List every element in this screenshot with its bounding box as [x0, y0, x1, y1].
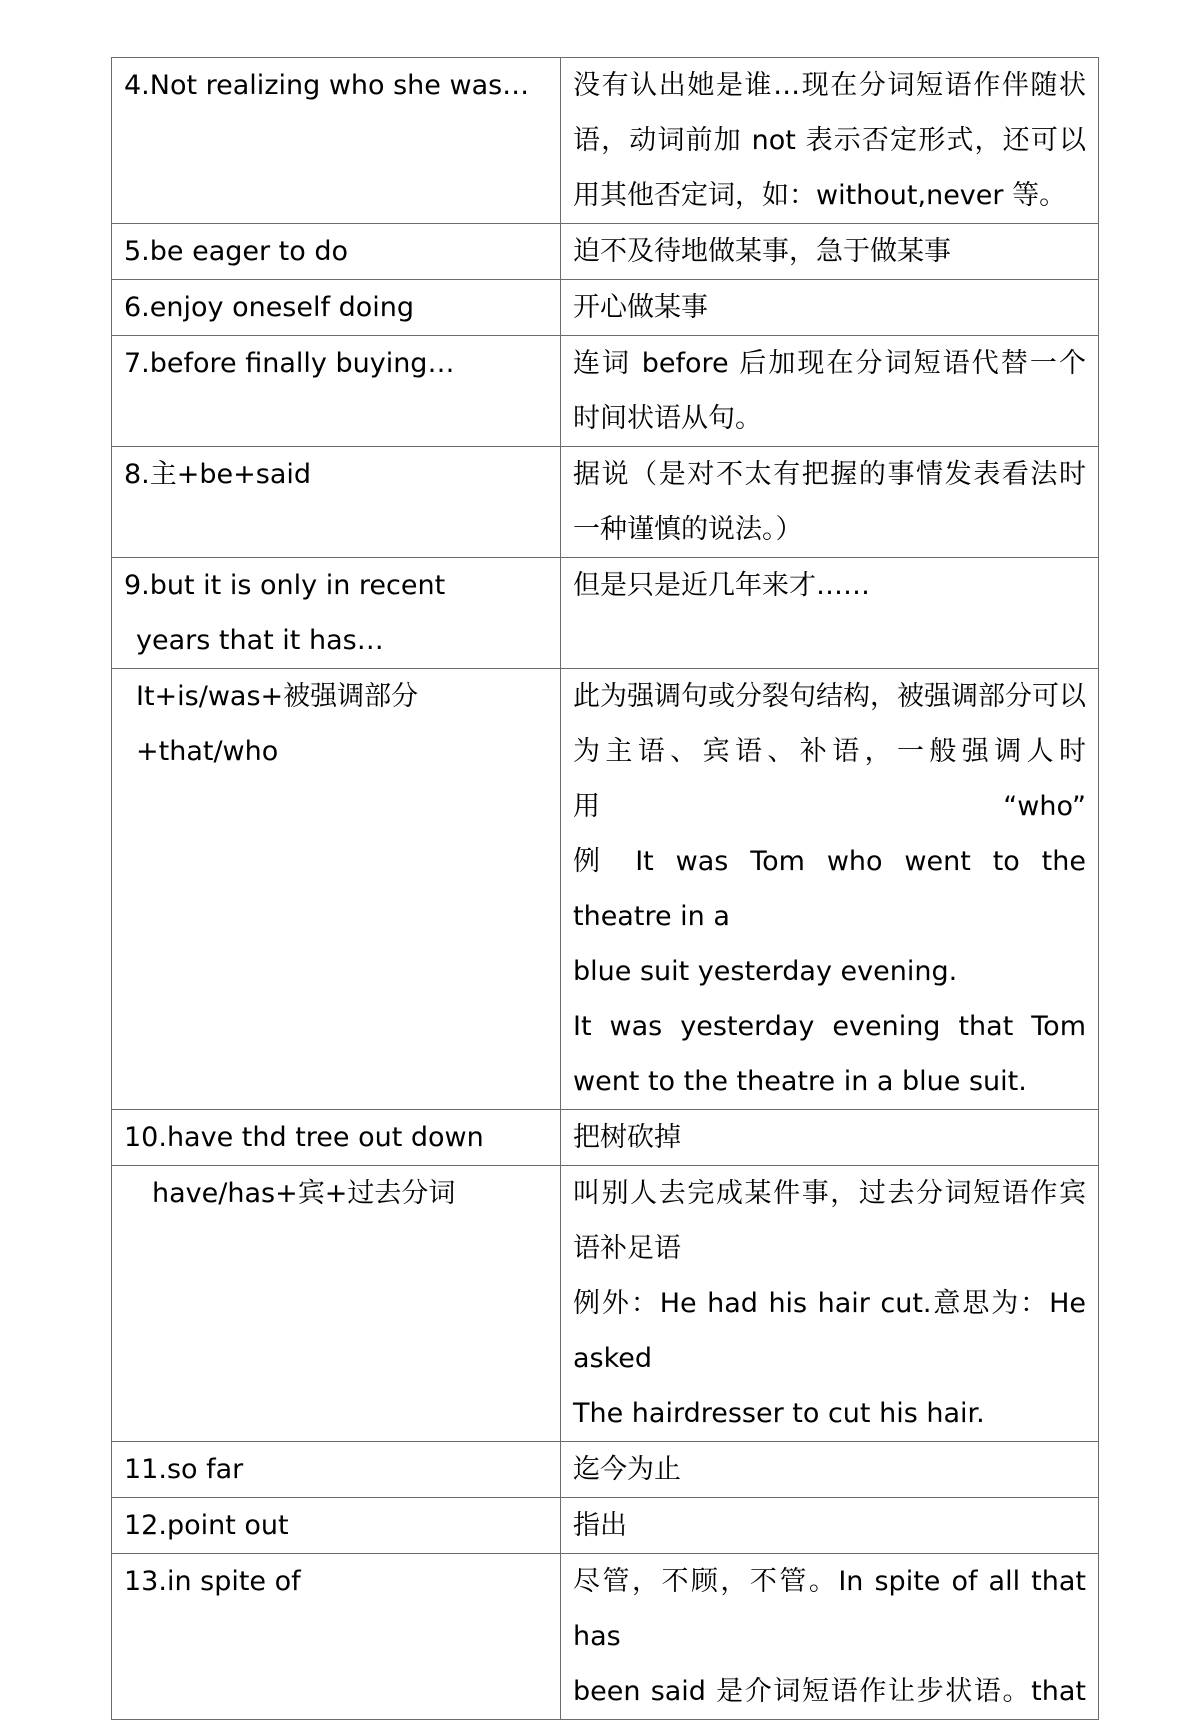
phrase-cell	[112, 224, 561, 280]
phrase-text: 6.enjoy oneself doing	[124, 292, 414, 323]
phrase-text: 9.but it is only in recent	[124, 570, 446, 601]
phrase-text: +that/who	[136, 736, 279, 767]
table-row	[112, 558, 1099, 669]
phrase-table	[111, 57, 1099, 1720]
explanation-text: 迫不及待地做某事，急于做某事	[573, 236, 951, 267]
phrase-cell	[112, 336, 561, 447]
phrase-text: have/has+宾+过去分词	[152, 1178, 456, 1209]
explanation-text: 指出	[573, 1510, 627, 1541]
phrase-cell	[112, 1554, 561, 1720]
explanation-cell	[561, 558, 1099, 669]
explanation-text: 语，动词前加 not 表示否定形式，还可以	[573, 125, 1086, 156]
phrase-cell	[112, 1166, 561, 1442]
phrase-cell	[112, 447, 561, 558]
table-row	[112, 1166, 1099, 1442]
phrase-text: 12.point out	[124, 1510, 289, 1541]
table-row	[112, 336, 1099, 447]
phrase-cell	[112, 58, 561, 224]
explanation-text: 语补足语	[573, 1233, 681, 1264]
explanation-text: 一种谨慎的说法。）	[573, 514, 803, 545]
explanation-text: 但是只是近几年来才……	[573, 570, 870, 601]
table-row	[112, 1498, 1099, 1554]
explanation-text: It was yesterday evening that Tom	[573, 1011, 1086, 1042]
phrase-text: 10.have thd tree out down	[124, 1122, 484, 1153]
explanation-text: asked	[573, 1343, 653, 1374]
explanation-cell	[561, 1110, 1099, 1166]
explanation-text: 例 It was Tom who went to the	[573, 846, 1086, 877]
phrase-text: 7.before finally buying…	[124, 348, 455, 379]
explanation-text: 没有认出她是谁…现在分词短语作伴随状	[573, 70, 1086, 101]
table-row	[112, 669, 1099, 1110]
explanation-text: 连词 before 后加现在分词短语代替一个	[573, 348, 1086, 379]
explanation-cell	[561, 1554, 1099, 1720]
phrase-cell	[112, 558, 561, 669]
explanation-text: been said 是介词短语作让步状语。that	[573, 1676, 1086, 1707]
phrase-text: 11.so far	[124, 1454, 244, 1485]
table-row	[112, 1554, 1099, 1720]
phrase-cell	[112, 280, 561, 336]
explanation-text: theatre in a	[573, 901, 730, 932]
phrase-text: 5.be eager to do	[124, 236, 349, 267]
explanation-cell	[561, 669, 1099, 1110]
phrase-text: years that it has…	[136, 625, 384, 656]
table-row	[112, 1442, 1099, 1498]
explanation-text: 时间状语从句。	[573, 403, 762, 434]
table-row	[112, 224, 1099, 280]
phrase-text: 4.Not realizing who she was…	[124, 70, 530, 101]
table-row	[112, 280, 1099, 336]
explanation-cell	[561, 280, 1099, 336]
document-page	[111, 57, 1098, 1720]
explanation-text: 开心做某事	[573, 292, 708, 323]
explanation-text: 例外：He had his hair cut.意思为：He	[573, 1288, 1086, 1319]
phrase-text: It+is/was+被强调部分	[136, 681, 419, 712]
explanation-cell	[561, 58, 1099, 224]
phrase-cell	[112, 1442, 561, 1498]
phrase-cell	[112, 1110, 561, 1166]
phrase-text: 8.主+be+said	[124, 459, 312, 490]
explanation-text: 用其他否定词，如：without,never 等。	[573, 180, 1067, 211]
explanation-text: 叫别人去完成某件事，过去分词短语作宾	[573, 1178, 1086, 1209]
explanation-cell	[561, 1498, 1099, 1554]
explanation-cell	[561, 1442, 1099, 1498]
table-row	[112, 447, 1099, 558]
phrase-text: 13.in spite of	[124, 1566, 301, 1597]
explanation-cell	[561, 336, 1099, 447]
table-row	[112, 58, 1099, 224]
explanation-text: 尽管，不顾，不管。In spite of all that has	[573, 1566, 1086, 1652]
phrase-cell	[112, 1498, 561, 1554]
explanation-text: 此为强调句或分裂句结构，被强调部分可以	[573, 681, 1086, 712]
explanation-text: went to the theatre in a blue suit.	[573, 1066, 1027, 1097]
explanation-cell	[561, 224, 1099, 280]
explanation-text: The hairdresser to cut his hair.	[573, 1398, 985, 1429]
table-row	[112, 1110, 1099, 1166]
explanation-text: 迄今为止	[573, 1454, 681, 1485]
explanation-text: 据说（是对不太有把握的事情发表看法时	[573, 459, 1086, 490]
phrase-cell	[112, 669, 561, 1110]
explanation-cell	[561, 1166, 1099, 1442]
explanation-cell	[561, 447, 1099, 558]
explanation-text: blue suit yesterday evening.	[573, 956, 958, 987]
explanation-text: 把树砍掉	[573, 1122, 681, 1153]
explanation-text: 为主语、宾语、补语，一般强调人时用“who”	[573, 736, 1086, 822]
